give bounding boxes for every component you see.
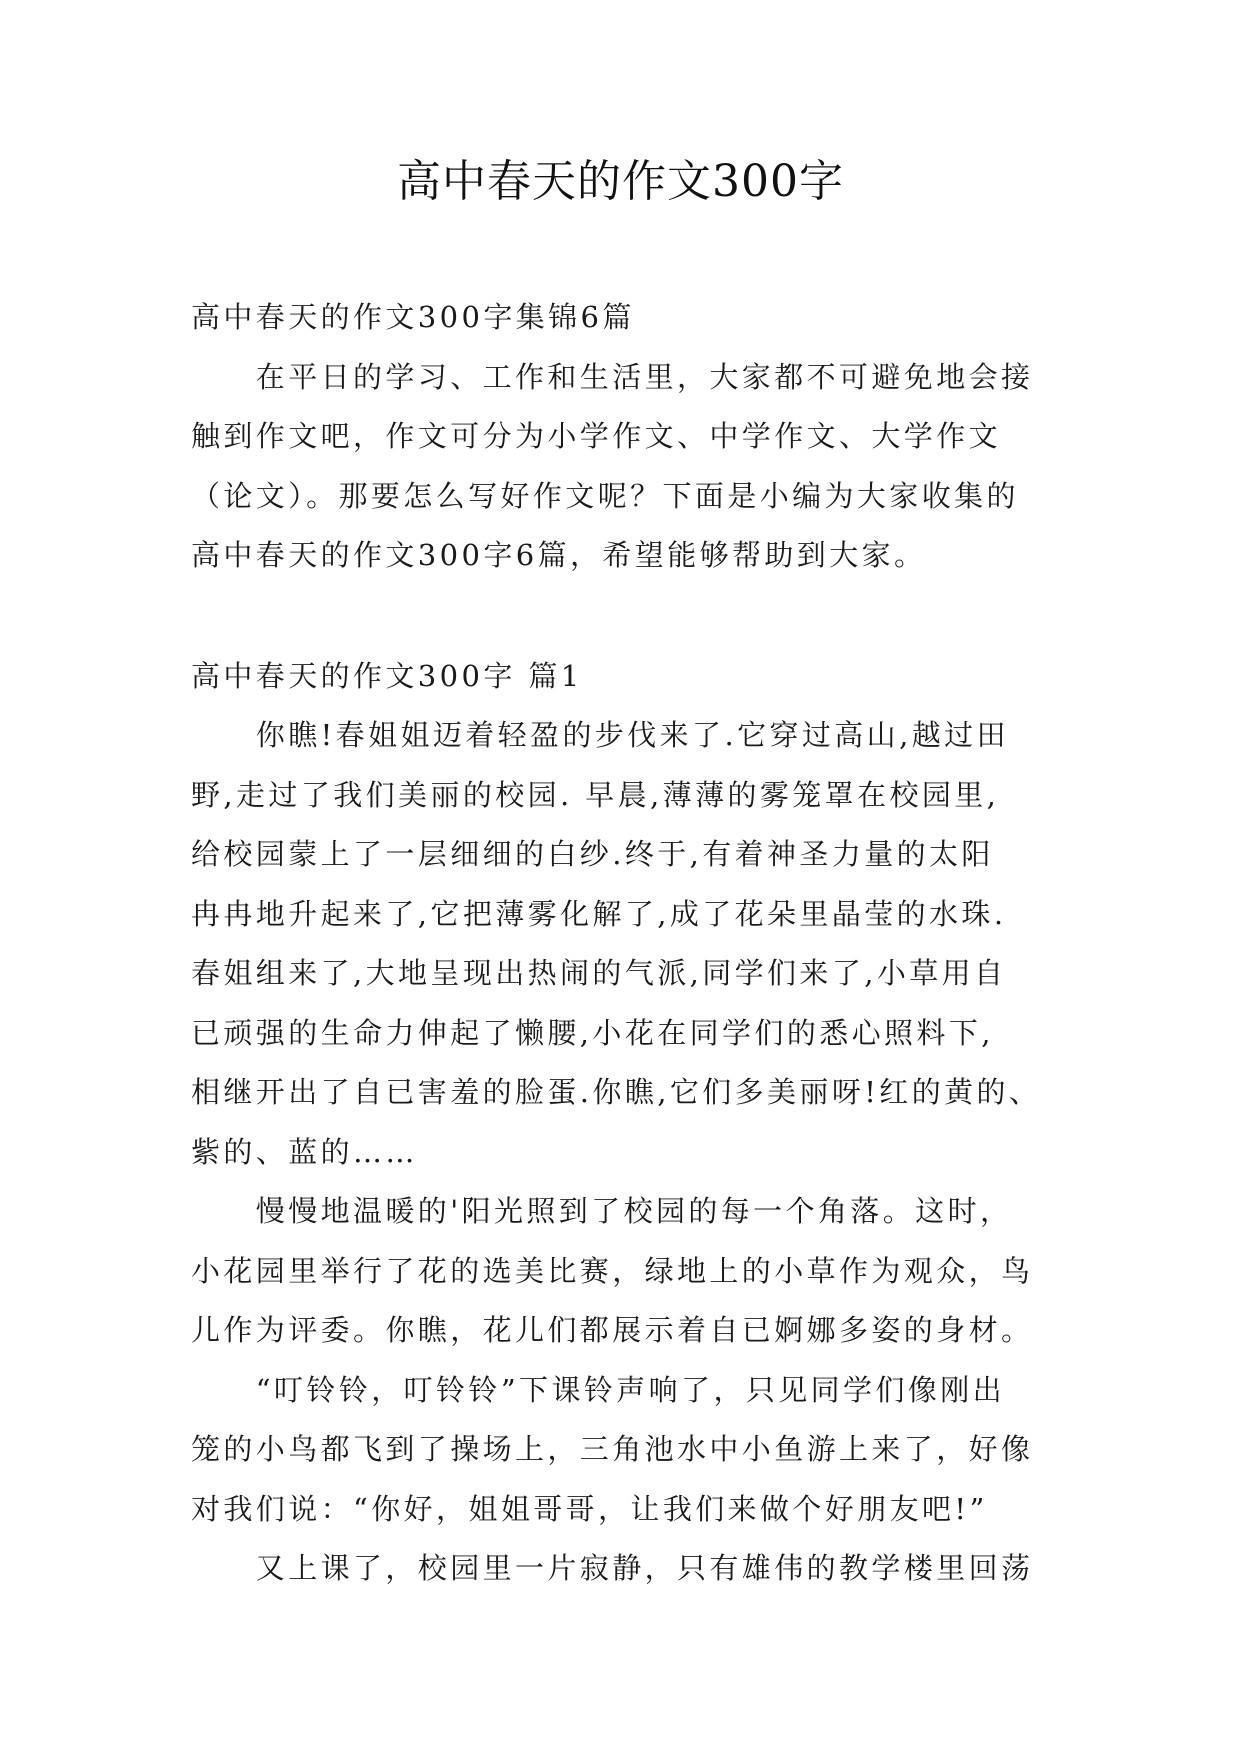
essay-line: 野,走过了我们美丽的校园. 早晨,薄薄的雾笼罩在校园里, bbox=[191, 777, 1000, 812]
essay-line: 对我们说：“你好，姐姐哥哥，让我们来做个好朋友吧!” bbox=[191, 1491, 988, 1526]
essay-line: 你瞧!春姐姐迈着轻盈的步伐来了.它穿过高山,越过田 bbox=[191, 718, 1009, 752]
intro-line: 在平日的学习、工作和生活里，大家都不可避免地会接 bbox=[191, 359, 1034, 394]
section-heading: 高中春天的作文300字 篇1 bbox=[191, 658, 583, 693]
essay-line: 慢慢地温暖的'阳光照到了校园的每一个角落。这时， bbox=[191, 1194, 1013, 1228]
intro-paragraph bbox=[191, 348, 1051, 586]
essay-line: 已顽强的生命力伸起了懒腰,小花在同学们的悉心照料下, bbox=[191, 1015, 994, 1050]
essay-line: 春姐组来了,大地呈现出热闹的气派,同学们来了,小草用自 bbox=[191, 956, 1007, 990]
essay-line: 小花园里举行了花的选美比赛，绿地上的小草作为观众，鸟 bbox=[191, 1253, 1034, 1288]
section-spacer bbox=[191, 586, 1051, 647]
essay-line: 儿作为评委。你瞧，花儿们都展示着自已婀娜多姿的身材。 bbox=[191, 1313, 1034, 1347]
document-body bbox=[191, 288, 1051, 1599]
essay-line: 相继开出了自已害羞的脸蛋.你瞧,它们多美丽呀!红的黄的、 bbox=[191, 1075, 1042, 1109]
intro-line: 高中春天的作文300字6篇，希望能够帮助到大家。 bbox=[191, 538, 927, 572]
essay-line: 紫的、蓝的…… bbox=[191, 1134, 418, 1169]
essay-line: 又上课了，校园里一片寂静，只有雄伟的教学楼里回荡 bbox=[191, 1551, 1034, 1585]
intro-line: 触到作文吧，作文可分为小学作文、中学作文、大学作文 bbox=[191, 419, 1002, 453]
essay-line: 给校园蒙上了一层细细的白纱.终于,有着神圣力量的太阳 bbox=[191, 837, 994, 871]
essay-body bbox=[191, 706, 1051, 1599]
intro-line: （论文）。那要怎么写好作文呢？下面是小编为大家收集的 bbox=[191, 478, 1019, 513]
essay-line: 冉冉地升起来了,它把薄雾化解了,成了花朵里晶莹的水珠. bbox=[191, 896, 1007, 931]
essay-line: “叮铃铃，叮铃铃”下课铃声响了，只见同学们像刚出 bbox=[191, 1372, 1006, 1407]
collection-subtitle: 高中春天的作文300字集锦6篇 bbox=[191, 300, 635, 334]
document-title: 高中春天的作文300字 bbox=[397, 156, 844, 207]
essay-line: 笼的小鸟都飞到了操场上，三角池水中小鱼游上来了，好像 bbox=[191, 1432, 1034, 1466]
